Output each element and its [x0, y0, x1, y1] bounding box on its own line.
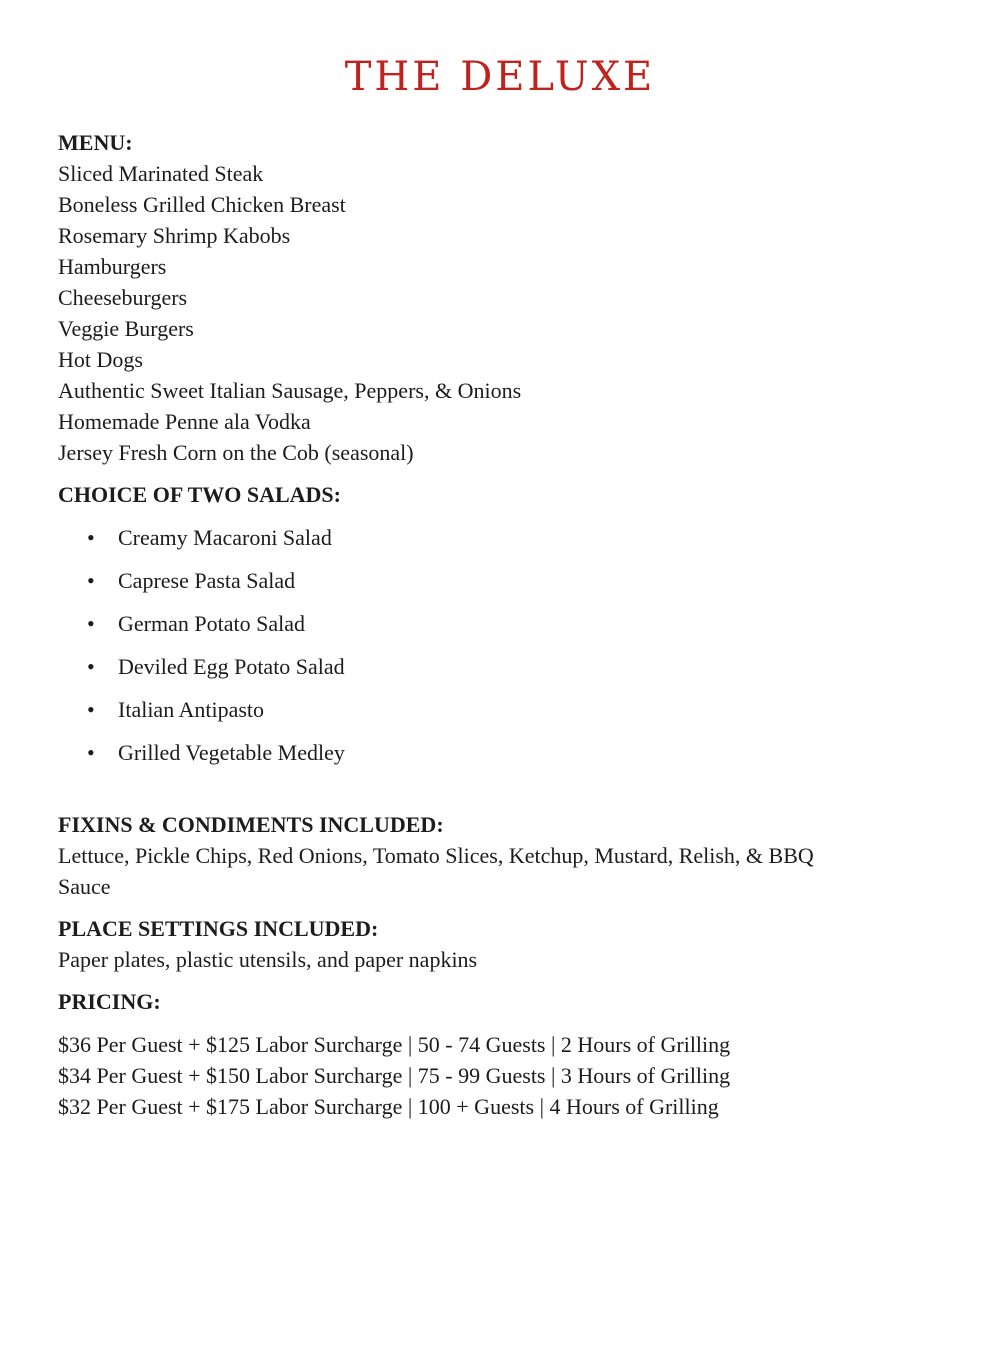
pricing-tier-line: $36 Per Guest + $125 Labor Surcharge | 50 - 74 Guests | 2 Hours of Grilling — [58, 1032, 731, 1057]
fixins-line: Lettuce, Pickle Chips, Red Onions, Tomato Slices, Ketchup, Mustard, Relish, & BBQ — [58, 843, 814, 868]
bullet-icon: • — [87, 697, 95, 722]
menu-item: Sliced Marinated Steak — [58, 161, 264, 186]
place-settings-line: Paper plates, plastic utensils, and paper napkins — [58, 947, 478, 972]
place-settings-section-heading: PLACE SETTINGS INCLUDED: — [58, 916, 379, 941]
salad-option — [58, 608, 942, 639]
salad-option — [58, 694, 942, 725]
salad-option-label: Italian Antipasto — [118, 697, 265, 722]
menu-item: Boneless Grilled Chicken Breast — [58, 192, 346, 217]
menu-section-heading: MENU: — [58, 130, 133, 155]
menu-item: Veggie Burgers — [58, 316, 194, 341]
salad-option — [58, 522, 942, 553]
salads-section-heading: CHOICE OF TWO SALADS: — [58, 482, 341, 507]
menu-item: Authentic Sweet Italian Sausage, Peppers, & Onions — [58, 378, 522, 403]
bullet-icon: • — [87, 525, 95, 550]
salad-option-label: Grilled Vegetable Medley — [118, 740, 345, 765]
pricing-section-heading: PRICING: — [58, 989, 161, 1014]
pricing-tier-line: $34 Per Guest + $150 Labor Surcharge | 75 - 99 Guests | 3 Hours of Grilling — [58, 1063, 731, 1088]
bullet-icon: • — [87, 611, 95, 636]
pricing-tier-line: $32 Per Guest + $175 Labor Surcharge | 100 + Guests | 4 Hours of Grilling — [58, 1094, 719, 1119]
fixins-line: Sauce — [58, 874, 111, 899]
salad-option-label: German Potato Salad — [118, 611, 305, 636]
bullet-icon: • — [87, 568, 95, 593]
menu-item: Hamburgers — [58, 254, 167, 279]
menu-item: Cheeseburgers — [58, 285, 188, 310]
salad-option-list — [58, 522, 942, 768]
bullet-icon: • — [87, 740, 95, 765]
salad-option — [58, 737, 942, 768]
place-settings-body-text — [58, 944, 942, 975]
bullet-icon: • — [87, 654, 95, 679]
salad-option — [58, 565, 942, 596]
menu-item: Jersey Fresh Corn on the Cob (seasonal) — [58, 440, 414, 465]
fixins-body-text — [58, 840, 942, 902]
menu-item: Rosemary Shrimp Kabobs — [58, 223, 291, 248]
page-title: THE DELUXE — [344, 54, 656, 100]
menu-item-list — [58, 158, 942, 468]
pricing-body-text — [58, 1029, 942, 1122]
fixins-section-heading: FIXINS & CONDIMENTS INCLUDED: — [58, 812, 444, 837]
salad-option-label: Creamy Macaroni Salad — [118, 525, 332, 550]
salad-option-label: Deviled Egg Potato Salad — [118, 654, 345, 679]
menu-item: Hot Dogs — [58, 347, 143, 372]
menu-document-page — [0, 54, 1000, 1348]
menu-item: Homemade Penne ala Vodka — [58, 409, 311, 434]
salad-option — [58, 651, 942, 682]
salad-option-label: Caprese Pasta Salad — [118, 568, 296, 593]
